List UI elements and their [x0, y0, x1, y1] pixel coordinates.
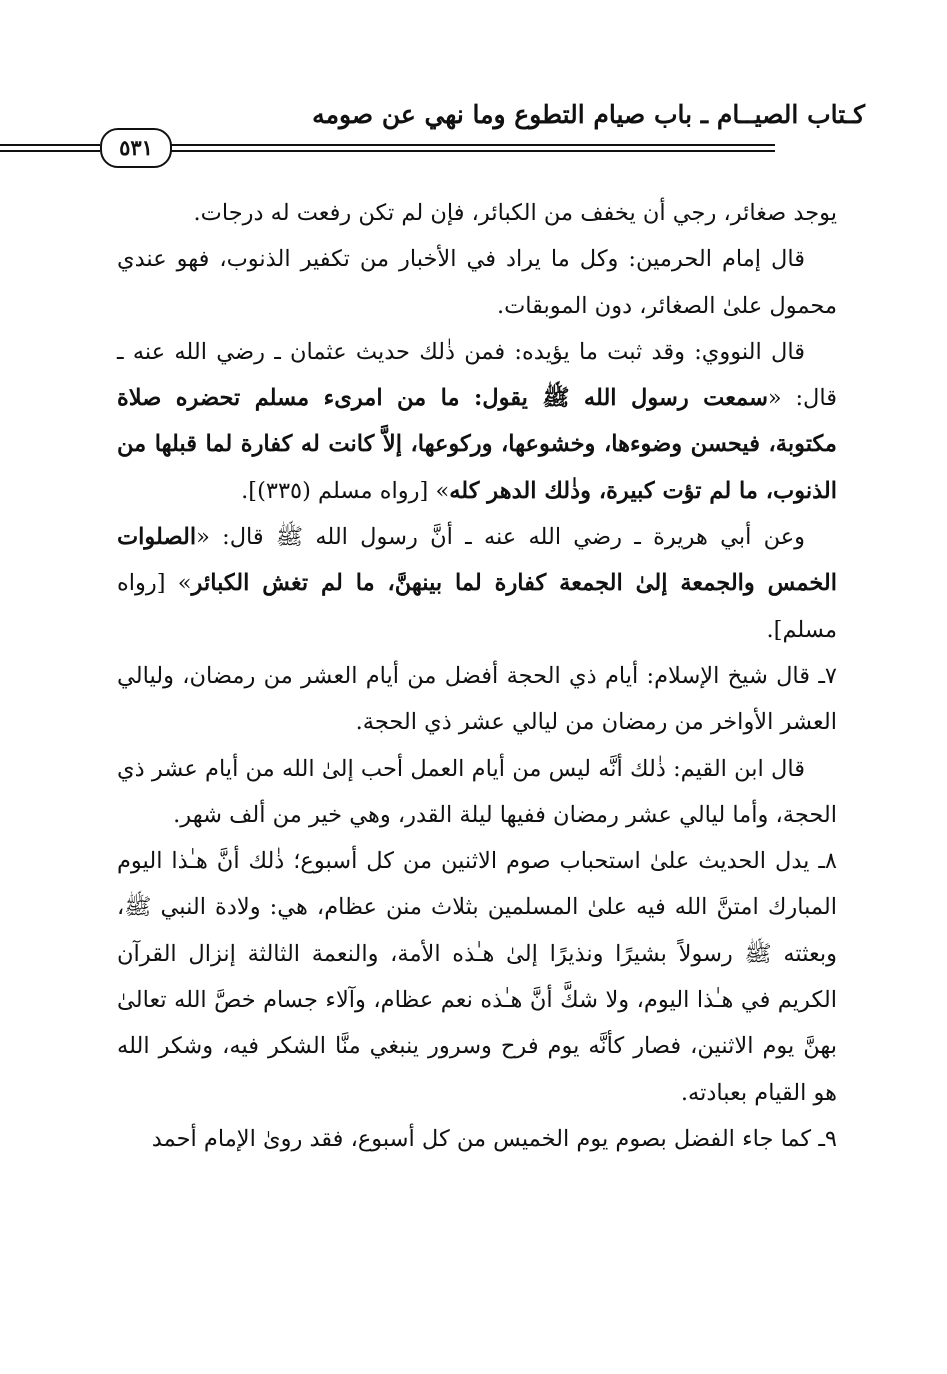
item-text: يدل الحديث علىٰ استحباب صوم الاثنين من كل أسبوع؛ ذٰلك أنَّ هـٰذا اليوم المبارك امتنَّ الله فيه علىٰ المسلمين بثلاث منن عظام، هي: ولادة النبي ﷺ، وبعثته ﷺ رسولاً بشيرًا ونذيرًا إلىٰ هـٰذه الأمة، والنعمة الثالثة إنزال القرآن الكريم في هـٰذا اليوم، ولا شكَّ أنَّ هـٰذه نعم عظام، وآلاء جسام خصَّ الله تعالىٰ بهنَّ يوم الاثنين، فصار كأنَّه يوم فرح وسرور ينبغي منَّا الشكر فيه، وشكر الله هو القيام بعبادته.: [117, 848, 837, 1106]
paragraph: قال ابن القيم: ذٰلك أنَّه ليس من أيام العمل أحب إلىٰ الله من أيام عشر ذي الحجة، وأما ليالي عشر رمضان ففيها ليلة القدر، وهي خير من ألف شهر.: [117, 755, 837, 828]
item-number: ٧ـ: [818, 662, 837, 689]
item-number: ٩ـ: [818, 1125, 837, 1152]
citation: » [رواه مسلم].: [117, 570, 837, 643]
page-body: [117, 190, 837, 1162]
page-number: ٥٣١: [100, 128, 172, 168]
paragraph: [117, 514, 837, 653]
header-rule: [170, 144, 775, 146]
citation: » [رواه مسلم (٣٣٥)].: [241, 477, 450, 504]
numbered-item: [117, 1116, 837, 1162]
paragraph: يوجد صغائر، رجي أن يخفف من الكبائر، فإن لم تكن رفعت له درجات.: [193, 200, 837, 226]
header-rule: [170, 150, 775, 152]
paragraph: [117, 329, 837, 514]
header-rule: [0, 144, 100, 146]
numbered-item: [117, 653, 837, 746]
item-text: قال شيخ الإسلام: أيام ذي الحجة أفضل من أيام العشر من رمضان، وليالي العشر الأواخر من رمضان من ليالي عشر ذي الحجة.: [117, 662, 837, 736]
item-number: ٨ـ: [818, 848, 837, 875]
item-text: كما جاء الفضل بصوم يوم الخميس من كل أسبوع، فقد رویٰ الإمام أحمد: [151, 1125, 812, 1152]
header-rule: [0, 150, 100, 152]
hadith-text: الصلوات الخمس والجمعة إلىٰ الجمعة كفارة لما بينهنَّ، ما لم تغش الكبائر: [117, 524, 838, 597]
paragraph-text: وعن أبي هريرة ـ رضي الله عنه ـ أنَّ رسول الله ﷺ قال: «: [196, 524, 805, 551]
paragraph-text: قال النووي: وقد ثبت ما يؤيده: فمن ذٰلك حديث عثمان ـ رضي الله عنه ـ قال: «: [117, 338, 837, 412]
running-title: كـتاب الصيــام ـ باب صيام التطوع وما نهي عن صومه: [312, 100, 865, 129]
numbered-item: [117, 838, 837, 1116]
paragraph: قال إمام الحرمين: وكل ما يراد في الأخبار من تكفير الذنوب، فهو عندي محمول علىٰ الصغائر، دون الموبقات.: [117, 246, 837, 319]
hadith-text: سمعت رسول الله ﷺ يقول: ما من امرىء مسلم تحضره صلاة مكتوبة، فيحسن وضوءها، وخشوعها، وركوعها، إلاَّ كانت له كفارة لما قبلها من الذنوب، ما لم تؤت كبيرة، وذٰلك الدهر كله: [117, 385, 837, 504]
